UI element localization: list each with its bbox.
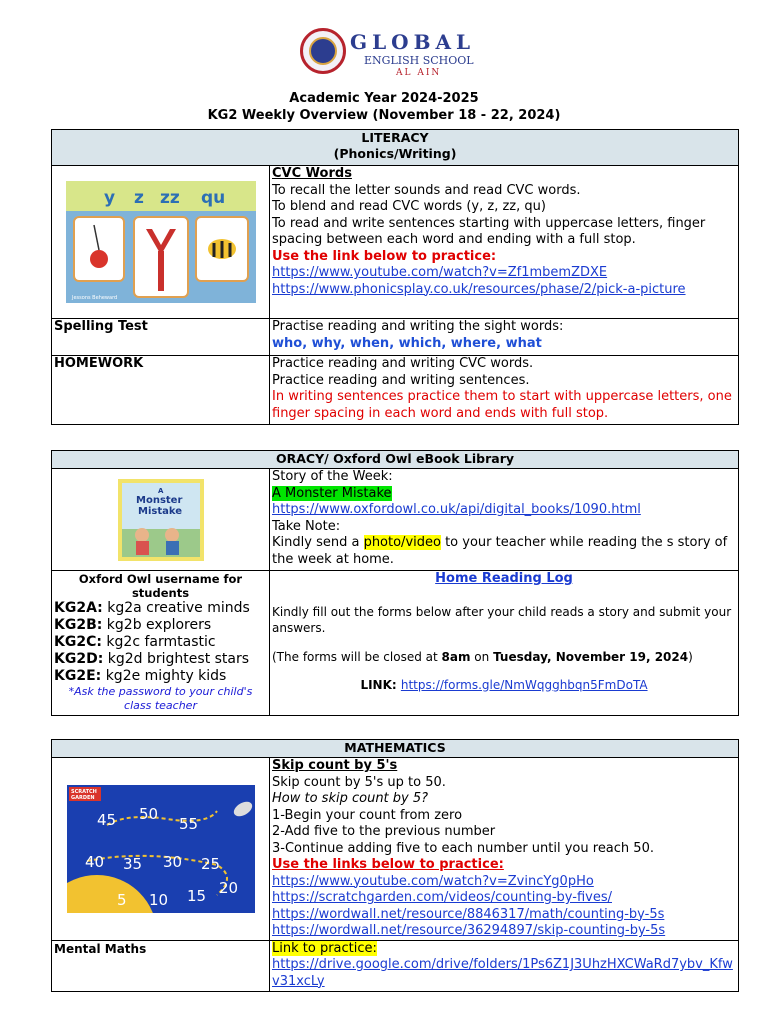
school-location: AL AIN (396, 68, 442, 78)
math-link-wordwall-2[interactable]: https://wordwall.net/resource/36294897/skip-counting-by-5s (272, 923, 666, 938)
number-15: 15 (186, 886, 206, 905)
note-after: to your teacher while reading the s story of the week at home. (272, 535, 728, 567)
mental-maths-cell (270, 940, 739, 991)
literacy-link-phonicsplay[interactable]: https://www.phonicsplay.co.uk/resources/phase/2/pick-a-picture (272, 281, 686, 297)
username-kg2a (54, 600, 267, 617)
forms-closed-text (272, 650, 736, 664)
username-value: kg2b explorers (102, 617, 212, 633)
username-value: kg2a creative minds (102, 600, 250, 616)
literacy-subtitle: (Phonics/Writing) (333, 146, 457, 161)
take-note-label: Take Note: (272, 518, 341, 534)
story-title: A Monster Mistake (272, 485, 392, 501)
weekly-overview-title: KG2 Weekly Overview (November 18 - 22, 2024) (207, 108, 561, 123)
number-45: 45 (96, 810, 116, 829)
literacy-header (52, 130, 739, 166)
closed-after: ) (688, 649, 693, 664)
book-cover-title-a: A (157, 486, 163, 495)
story-label: Story of the Week: (272, 469, 393, 484)
academic-year: Academic Year 2024-2025 (289, 91, 479, 106)
password-note: *Ask the password to your child's class teacher (68, 685, 253, 712)
closed-mid: on (470, 649, 494, 664)
homework-label: HOMEWORK (52, 356, 270, 425)
scratch-garden-brand: SCRATCH (70, 788, 97, 795)
number-20: 20 (218, 878, 238, 897)
homework-cell (270, 356, 739, 425)
story-link[interactable]: https://www.oxfordowl.co.uk/api/digital_books/1090.html (272, 502, 641, 517)
oracy-header: ORACY/ Oxford Owl eBook Library (52, 451, 739, 469)
homework-line-1: Practice reading and writing CVC words. (272, 356, 534, 371)
number-10: 10 (148, 890, 168, 909)
homework-note: In writing sentences practice them to start with uppercase letters, one finger spacing in each word and ends with full stop. (272, 389, 732, 421)
username-value: kg2c farmtastic (101, 634, 216, 650)
oracy-table (51, 450, 739, 716)
math-practice-label: Use the links below to practice: (272, 857, 504, 872)
link-label: LINK: (360, 677, 401, 692)
skip-count-image (67, 785, 255, 913)
school-seal-icon (300, 28, 346, 74)
class-label: KG2C: (54, 634, 102, 650)
scratch-garden-brand-2: GARDEN (70, 794, 95, 801)
book-cover-title-mistake: Mistake (137, 505, 182, 517)
reading-log-text: Kindly fill out the forms below after your child reads a story and submit your answers. (272, 604, 732, 635)
math-link-scratchgarden[interactable]: https://scratchgarden.com/videos/counting-by-fives/ (272, 890, 612, 905)
homework-line-2: Practice reading and writing sentences. (272, 372, 530, 388)
class-label: KG2A: (54, 600, 103, 616)
photo-video-highlight: photo/video (363, 535, 441, 550)
phonics-cards-image (66, 181, 256, 303)
cvc-line-2: To blend and read CVC words (y, z, zz, qu) (272, 199, 546, 214)
spelling-words: who, why, when, which, where, what (272, 335, 542, 351)
school-name: GLOBAL (350, 30, 476, 54)
book-cover-cell (52, 469, 270, 571)
username-kg2d (54, 651, 267, 668)
spelling-text: Practise reading and writing the sight words: (272, 319, 564, 334)
number-35: 35 (122, 854, 142, 873)
spelling-test-cell (270, 319, 739, 356)
number-50: 50 (138, 804, 158, 823)
reading-log-cell (270, 571, 739, 716)
book-cover-title-monster: Monster (135, 494, 182, 506)
phonics-letter-qu: qu (200, 188, 225, 208)
cvc-topic: CVC Words (272, 166, 352, 181)
phonics-letter-y: y (103, 188, 115, 208)
math-link-wordwall-1[interactable]: https://wordwall.net/resource/8846317/math/counting-by-5s (272, 906, 665, 922)
cvc-content-cell (270, 166, 739, 319)
username-value: kg2e mighty kids (101, 668, 227, 684)
literacy-table (51, 129, 739, 425)
note-before: Kindly send a (272, 535, 364, 550)
math-header: MATHEMATICS (52, 740, 739, 758)
school-logo (300, 28, 480, 80)
literacy-link-youtube[interactable]: https://www.youtube.com/watch?v=Zf1mbemZDXE (272, 265, 608, 280)
username-kg2b (54, 617, 267, 634)
math-table (51, 739, 739, 992)
form-link-row (272, 678, 736, 692)
mental-practice-label: Link to practice: (272, 940, 377, 956)
phonics-letter-z: z (133, 188, 144, 208)
phonics-letter-zz: zz (159, 188, 180, 208)
spelling-test-label: Spelling Test (52, 319, 270, 356)
number-40: 40 (84, 852, 104, 871)
school-name-line2: ENGLISH SCHOOL (364, 54, 474, 67)
username-list (54, 600, 267, 685)
phonics-image-caption: Jessons Beheward (71, 295, 117, 301)
literacy-title: LITERACY (361, 130, 429, 145)
class-label: KG2D: (54, 651, 104, 667)
skip-count-line: Skip count by 5's up to 50. (272, 774, 446, 790)
mental-maths-link[interactable]: https://drive.google.com/drive/folders/1Ps6Z1J3UhzHXCWaRd7ybv_Kfwv31xcLy (272, 957, 733, 989)
literacy-practice-label: Use the link below to practice: (272, 248, 497, 264)
number-5: 5 (116, 890, 127, 909)
skip-count-step-3: 3-Continue adding five to each number until you reach 50. (272, 840, 654, 856)
math-link-youtube[interactable]: https://www.youtube.com/watch?v=ZvincYg0pHo (272, 873, 594, 889)
skip-count-topic: Skip count by 5's (272, 758, 398, 773)
mental-maths-label: Mental Maths (52, 940, 270, 991)
skip-count-step-2: 2-Add five to the previous number (272, 824, 496, 839)
username-cell (52, 571, 270, 716)
skip-count-step-1: 1-Begin your count from zero (272, 807, 463, 823)
closed-date: Tuesday, November 19, 2024 (493, 649, 689, 664)
story-of-week-cell (270, 469, 739, 571)
class-label: KG2E: (54, 668, 102, 684)
closed-before: (The forms will be closed at (272, 649, 442, 664)
number-55: 55 (178, 814, 198, 833)
skip-count-how: How to skip count by 5? (272, 791, 429, 806)
username-title: Oxford Owl username for students (78, 572, 243, 600)
username-kg2c (54, 634, 267, 651)
math-image-cell (52, 758, 270, 941)
username-value: kg2d brightest stars (103, 651, 250, 667)
cvc-line-1: To recall the letter sounds and read CVC words. (272, 182, 581, 198)
book-cover-image (118, 479, 204, 561)
closed-time: 8am (441, 649, 471, 664)
skip-count-cell (270, 758, 739, 941)
number-30: 30 (162, 852, 182, 871)
form-link[interactable]: https://forms.gle/NmWqgghbqn5FmDoTA (400, 677, 648, 692)
username-kg2e (54, 668, 267, 685)
take-note-text (272, 535, 736, 568)
home-reading-log-link[interactable]: Home Reading Log (435, 571, 573, 586)
number-25: 25 (200, 854, 220, 873)
class-label: KG2B: (54, 617, 103, 633)
cvc-line-3: To read and write sentences starting with uppercase letters, finger spacing between each word and ending with a full stop. (272, 215, 706, 247)
phonics-image-cell (52, 166, 270, 319)
